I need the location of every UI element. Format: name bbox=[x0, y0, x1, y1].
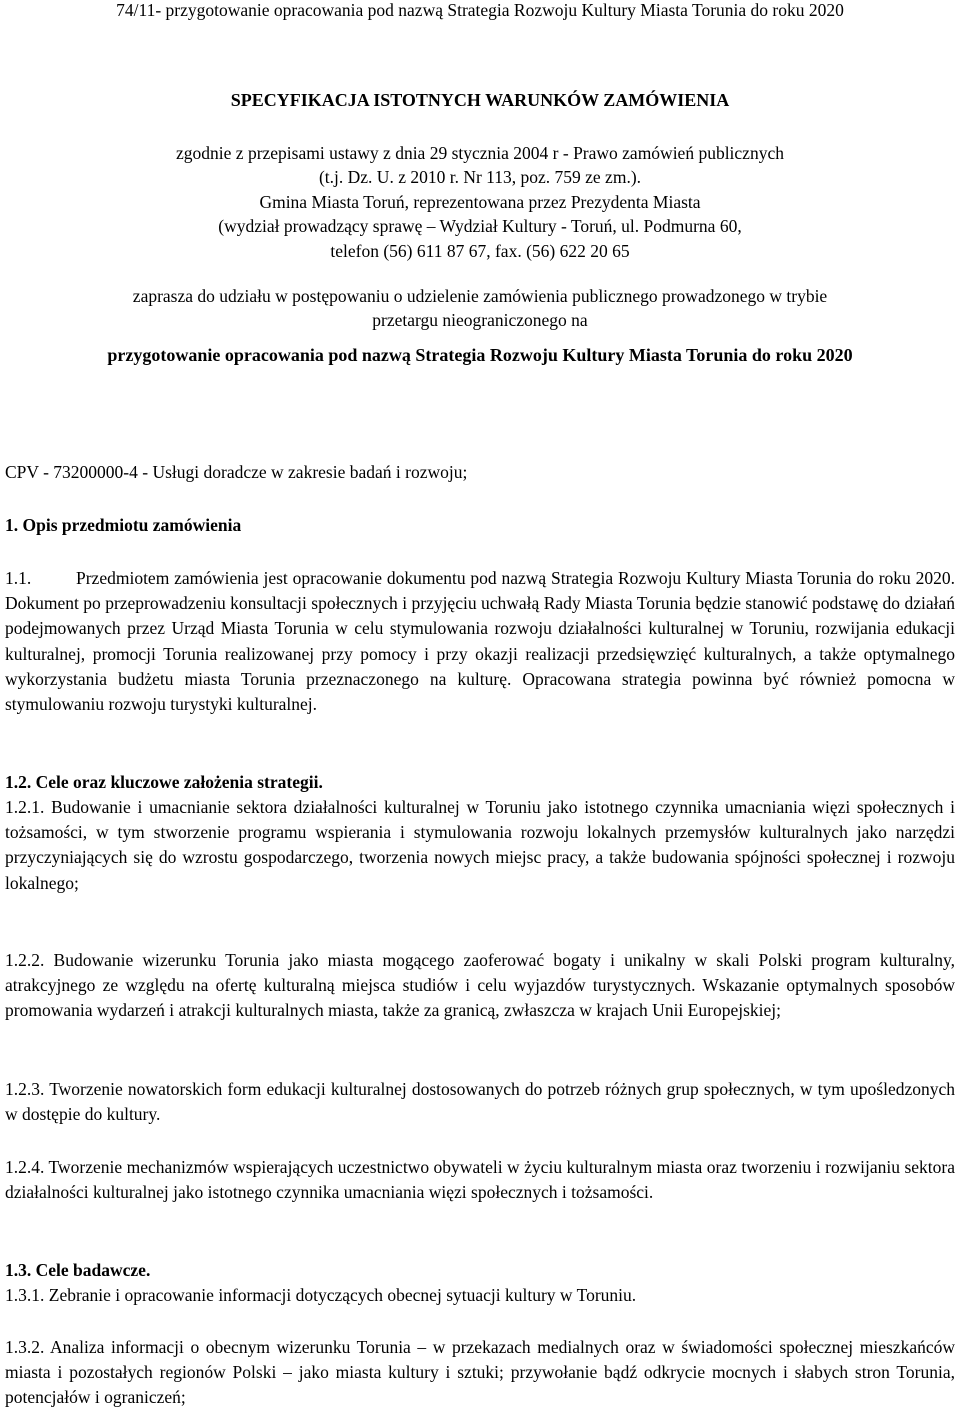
paragraph-number: 1.1. bbox=[5, 568, 32, 588]
paragraph-1-2-3: 1.2.3. Tworzenie nowatorskich form edukacji kulturalnej dostosowanych do potrzeb różnych grup społecznych, w tym upośledzonych w dostępie do kultury. bbox=[5, 1079, 955, 1125]
document-title: SPECYFIKACJA ISTOTNYCH WARUNKÓW ZAMÓWIENIA bbox=[230, 90, 730, 110]
intro-line: (t.j. Dz. U. z 2010 r. Nr 113, poz. 759 ze zm.). bbox=[318, 167, 642, 188]
paragraph-text: Przedmiotem zamówienia jest opracowanie dokumentu pod nazwą Strategia Rozwoju Kultury Miasta Torunia do roku 2020. Dokument po przeprowadzeniu konsultacji społecznych i przyjęciu uchwałą Rady Miasta Torunia będzie stanowić podstawę do działań podejmowanych przez Urząd Miasta Torunia w celu stymulowania rozwoju działalności kulturalnej w Toruniu, rozwijania edukacji kulturalnej, promocji Torunia realizowanej przy pomocy i przy okazji realizacji przedsięwzięć kulturalnych, a także optymalnego wykorzystania budżetu miasta Torunia przeznaczonego na kulturę. Opracowana strategia powinna być również pomocna w stymulowaniu rozwoju turystyki kulturalnej. bbox=[5, 568, 955, 715]
section-heading-1: 1. Opis przedmiotu zamówienia bbox=[5, 515, 242, 535]
paragraph-1-2-1: 1.2.1. Budowanie i umacnianie sektora działalności kulturalnej w Toruniu jako istotnego czynnika umacniania więzi społecznych i tożsamości, w tym stworzenie programu wspierania i stymulowania rozwoju lokalnych przemysłów kulturalnych jako narzędzi przyczyniających się do wzrostu gospodarczego, tworzenia nowych miejsc pracy, a także budowania spójności społecznej i rozwoju lokalnego; bbox=[5, 797, 955, 893]
invite-line: zaprasza do udziału w postępowaniu o udzielenie zamówienia publicznego prowadzonego w trybie bbox=[132, 286, 828, 306]
invite-line: przetargu nieograniczonego na bbox=[372, 310, 588, 331]
paragraph-1-1 bbox=[5, 566, 955, 717]
order-subject: przygotowanie opracowania pod nazwą Strategia Rozwoju Kultury Miasta Torunia do roku 2020 bbox=[107, 345, 853, 365]
invitation-block bbox=[0, 284, 960, 333]
intro-line: (wydział prowadzący sprawę – Wydział Kultury - Toruń, ul. Podmurna 60, bbox=[218, 216, 742, 237]
intro-line: zgodnie z przepisami ustawy z dnia 29 stycznia 2004 r - Prawo zamówień publicznych bbox=[176, 143, 784, 163]
intro-block bbox=[0, 141, 960, 263]
page-header: 74/11- przygotowanie opracowania pod nazwą Strategia Rozwoju Kultury Miasta Torunia do roku 2020 bbox=[116, 0, 844, 20]
intro-line: Gmina Miasta Toruń, reprezentowana przez Prezydenta Miasta bbox=[259, 191, 701, 212]
intro-line: telefon (56) 611 87 67, fax. (56) 622 20 65 bbox=[330, 240, 630, 261]
paragraph-1-2-4: 1.2.4. Tworzenie mechanizmów wspierających uczestnictwo obywateli w życiu kulturalnym miasta oraz tworzeniu i rozwijaniu sektora działalności kulturalnej jako istotnego czynnika umacniania więzi społecznych i tożsamości. bbox=[5, 1157, 955, 1203]
cpv-code: CPV - 73200000-4 - Usługi doradcze w zakresie badań i rozwoju; bbox=[5, 462, 468, 482]
paragraph-1-3-1: 1.3.1. Zebranie i opracowanie informacji dotyczących obecnej sytuacji kultury w Toruniu. bbox=[5, 1285, 637, 1305]
paragraph-1-2-2: 1.2.2. Budowanie wizerunku Torunia jako miasta mogącego zaoferować bogaty i unikalny w skali Polski program kulturalny, atrakcyjnego ze względu na ofertę kulturalną miejsca studiów i celu wyjazdów turystycznych. Wskazanie optymalnych sposobów promowania wydarzeń i atrakcji kulturalnych miasta, także za granicą, zwłaszcza w krajach Unii Europejskiej; bbox=[5, 950, 955, 1021]
paragraph-1-3-2: 1.3.2. Analiza informacji o obecnym wizerunku Torunia – w przekazach medialnych oraz w świadomości społecznej mieszkańców miasta i pozostałych regionów Polski – jako miasta kultury i sztuki; przywołanie bądź odkrycie mocnych i słabych stron Torunia, potencjałów i ograniczeń; bbox=[5, 1337, 955, 1408]
section-heading-1-3: 1.3. Cele badawcze. bbox=[5, 1260, 151, 1280]
section-heading-1-2: 1.2. Cele oraz kluczowe założenia strategii. bbox=[5, 772, 323, 792]
